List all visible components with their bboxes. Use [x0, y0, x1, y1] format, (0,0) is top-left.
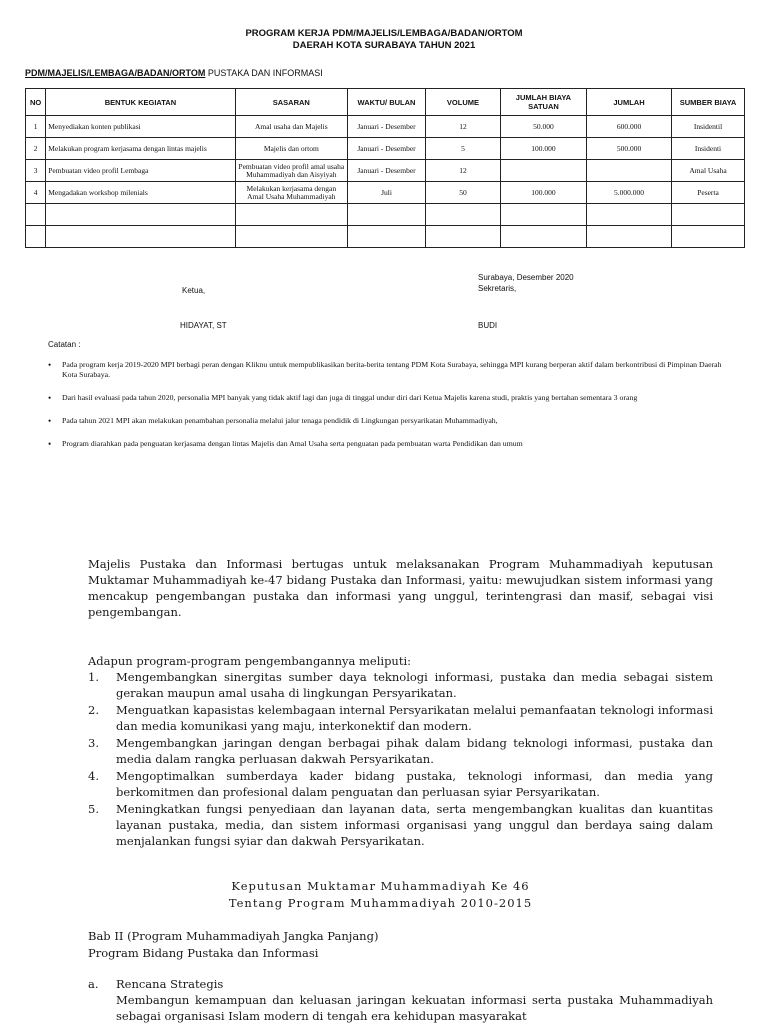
program-number: 5.: [88, 802, 99, 816]
cell-empty: [26, 226, 46, 248]
strategy-text: Membangun kemampuan dan keluasan jaringan kekuatan informasi serta pustaka Muhammadiyah sebagai organisasi Islam modern di tengah era kehidupan masyarakat: [116, 993, 713, 1023]
program-item: [88, 669, 713, 701]
org-label: PDM/MAJELIS/LEMBAGA/BADAN/ORTOM: [25, 68, 206, 78]
cell-empty: [425, 204, 500, 226]
cell-empty: [672, 226, 745, 248]
cell-activity: Mengadakan workshop milenials: [46, 182, 235, 204]
cell-empty: [46, 204, 235, 226]
notes-title: Catatan :: [48, 340, 81, 349]
table-row: [26, 182, 745, 204]
table-row: [26, 160, 745, 182]
cell-no: 4: [26, 182, 46, 204]
org-value: PUSTAKA DAN INFORMASI: [207, 68, 323, 78]
table-row: [26, 116, 745, 138]
program-text: Menguatkan kapasistas kelembagaan internal Persyarikatan melalui pemanfaatan teknologi informasi dan media komunikasi yang maju, interkonektif dan modern.: [116, 703, 713, 733]
header-volume: VOLUME: [425, 89, 500, 116]
cell-volume: 50: [425, 182, 500, 204]
program-text: Mengembangkan sinergitas sumber daya teknologi informasi, pustaka dan media sebagai sistem gerakan maupun amal usaha di lingkungan Persyarikatan.: [116, 670, 713, 700]
cell-volume: 12: [425, 160, 500, 182]
program-number: 3.: [88, 736, 99, 750]
cell-empty: [348, 204, 426, 226]
table-header-row: [26, 89, 745, 116]
header-funding: SUMBER BIAYA: [672, 89, 745, 116]
program-text: Mengoptimalkan sumberdaya kader bidang pustaka, teknologi informasi, dan media yang berkomitmen dan profesional dalam penguatan dan perluasan syiar Persyarikatan.: [116, 769, 713, 799]
cell-empty: [500, 226, 586, 248]
cell-empty: [46, 226, 235, 248]
program-text: Meningkatkan fungsi penyediaan dan layanan data, serta mengembangkan kualitas dan kuantitas layanan pustaka, media, dan sistem informasi organisasi yang unggul dan berdaya saing dalam menjalankan fungsi syiar dan dakwah Persyarikatan.: [116, 802, 713, 848]
header-total: JUMLAH: [586, 89, 671, 116]
notes-list: [48, 360, 728, 462]
cell-target: Melakukan kerjasama dengan Amal Usaha Muhammadiyah: [235, 182, 347, 204]
cell-empty: [586, 204, 671, 226]
cell-volume: 5: [425, 138, 500, 160]
note-item: • Pada tahun 2021 MPI akan melakukan penambahan personalia melalui jalur tenaga pendidik di Lingkungan persyarikatan Muhammadiyah,: [48, 416, 728, 426]
chapter-line-2: Program Bidang Pustaka dan Informasi: [88, 946, 319, 960]
cell-empty: [586, 226, 671, 248]
program-number: 1.: [88, 670, 99, 684]
cell-empty: [235, 204, 347, 226]
cell-funding: Insidenti: [672, 138, 745, 160]
header-activity: BENTUK KEGIATAN: [46, 89, 235, 116]
chapter-line-1: Bab II (Program Muhammadiyah Jangka Panjang): [88, 929, 379, 943]
decree-title: [88, 878, 673, 912]
cell-unit-cost: 100.000: [500, 138, 586, 160]
cell-empty: [500, 204, 586, 226]
cell-unit-cost: 50.000: [500, 116, 586, 138]
cell-no: 3: [26, 160, 46, 182]
cell-unit-cost: [500, 160, 586, 182]
cell-total: 500.000: [586, 138, 671, 160]
program-item: [88, 801, 713, 849]
cell-activity: Pembuatan video profil Lembaga: [46, 160, 235, 182]
program-number: 2.: [88, 703, 99, 717]
decree-line-2: Tentang Program Muhammadiyah 2010-2015: [228, 896, 533, 910]
organization-line: [25, 68, 323, 78]
strategy-heading: [88, 976, 223, 992]
header-no: NO: [26, 89, 46, 116]
cell-funding: Peserta: [672, 182, 745, 204]
place-date: Surabaya, Desember 2020: [478, 273, 574, 282]
header-unit-cost: JUMLAH BIAYA SATUAN: [500, 89, 586, 116]
program-text: Mengembangkan jaringan dengan berbagai pihak dalam bidang teknologi informasi, pustaka dan media dalam rangka perluasan dakwah Persyarikatan.: [116, 736, 713, 766]
cell-empty: [672, 204, 745, 226]
cell-activity: Melakukan program kerjasama dengan lintas majelis: [46, 138, 235, 160]
cell-target: Majelis dan ortom: [235, 138, 347, 160]
cell-volume: 12: [425, 116, 500, 138]
program-item: [88, 702, 713, 734]
cell-time: Januari - Desember: [348, 138, 426, 160]
cell-empty: [235, 226, 347, 248]
strategy-title: Rencana Strategis: [116, 977, 224, 991]
cell-empty: [26, 204, 46, 226]
decree-line-1: Keputusan Muktamar Muhammadiyah Ke 46: [231, 879, 530, 893]
program-table: [25, 88, 745, 248]
cell-funding: Insidentil: [672, 116, 745, 138]
cell-time: Januari - Desember: [348, 160, 426, 182]
program-intro: Adapun program-program pengembangannya meliputi:: [88, 654, 412, 668]
cell-total: 600.000: [586, 116, 671, 138]
note-item: • Dari hasil evaluasi pada tahun 2020, personalia MPI banyak yang tidak aktif lagi dan juga di tinggal undur diri dari Ketua Majelis karena studi, praktis yang bertahan sementara 3 orang: [48, 393, 728, 403]
title-line-2: DAERAH KOTA SURABAYA TAHUN 2021: [292, 40, 476, 51]
secretary-title: Sekretaris,: [478, 284, 517, 293]
chair-name: HIDAYAT, ST: [180, 321, 227, 330]
document-title: [0, 28, 768, 52]
program-list: [88, 669, 713, 850]
table-row-empty: [26, 226, 745, 248]
chapter-heading: [88, 928, 378, 962]
chair-title: Ketua,: [182, 286, 206, 295]
cell-target: Pembuatan video profil amal usaha Muhammadiyah dan Aisyiyah: [235, 160, 347, 182]
table-row-empty: [26, 204, 745, 226]
cell-total: 5.000.000: [586, 182, 671, 204]
program-item: [88, 768, 713, 800]
cell-empty: [348, 226, 426, 248]
title-line-1: PROGRAM KERJA PDM/MAJELIS/LEMBAGA/BADAN/ORTOM: [245, 28, 523, 39]
note-item: • Pada program kerja 2019-2020 MPI berbagi peran dengan Kliknu untuk mempublikasikan berita-berita tentang PDM Kota Surabaya, sehingga MPI kurang berperan aktif dalam berkontribusi di Pimpinan Daerah Kota Surabaya.: [48, 360, 728, 380]
cell-empty: [425, 226, 500, 248]
cell-time: Juli: [348, 182, 426, 204]
strategy-label: a.: [88, 977, 99, 991]
secretary-name: BUDI: [478, 321, 498, 330]
cell-total: [586, 160, 671, 182]
cell-activity: Menyediakan konten publikasi: [46, 116, 235, 138]
program-item: [88, 735, 713, 767]
header-time: WAKTU/ BULAN: [348, 89, 426, 116]
cell-unit-cost: 100.000: [500, 182, 586, 204]
cell-no: 2: [26, 138, 46, 160]
table-row: [26, 138, 745, 160]
note-item: • Program diarahkan pada penguatan kerjasama dengan lintas Majelis dan Amal Usaha serta penguatan pada pembuatan warta Pendidikan dan umum: [48, 439, 728, 449]
cell-time: Januari - Desember: [348, 116, 426, 138]
intro-paragraph: Majelis Pustaka dan Informasi bertugas untuk melaksanakan Program Muhammadiyah keputusan Muktamar Muhammadiyah ke-47 bidang Pustaka dan Informasi, yaitu: mewujudkan sistem informasi yang mencakup pengembangan pustaka dan informasi yang unggul, terintengrasi dan masif, sebagai visi pengembangan.: [88, 557, 713, 619]
program-number: 4.: [88, 769, 99, 783]
header-target: SASARAN: [235, 89, 347, 116]
cell-no: 1: [26, 116, 46, 138]
cell-funding: Amal Usaha: [672, 160, 745, 182]
cell-target: Amal usaha dan Majelis: [235, 116, 347, 138]
